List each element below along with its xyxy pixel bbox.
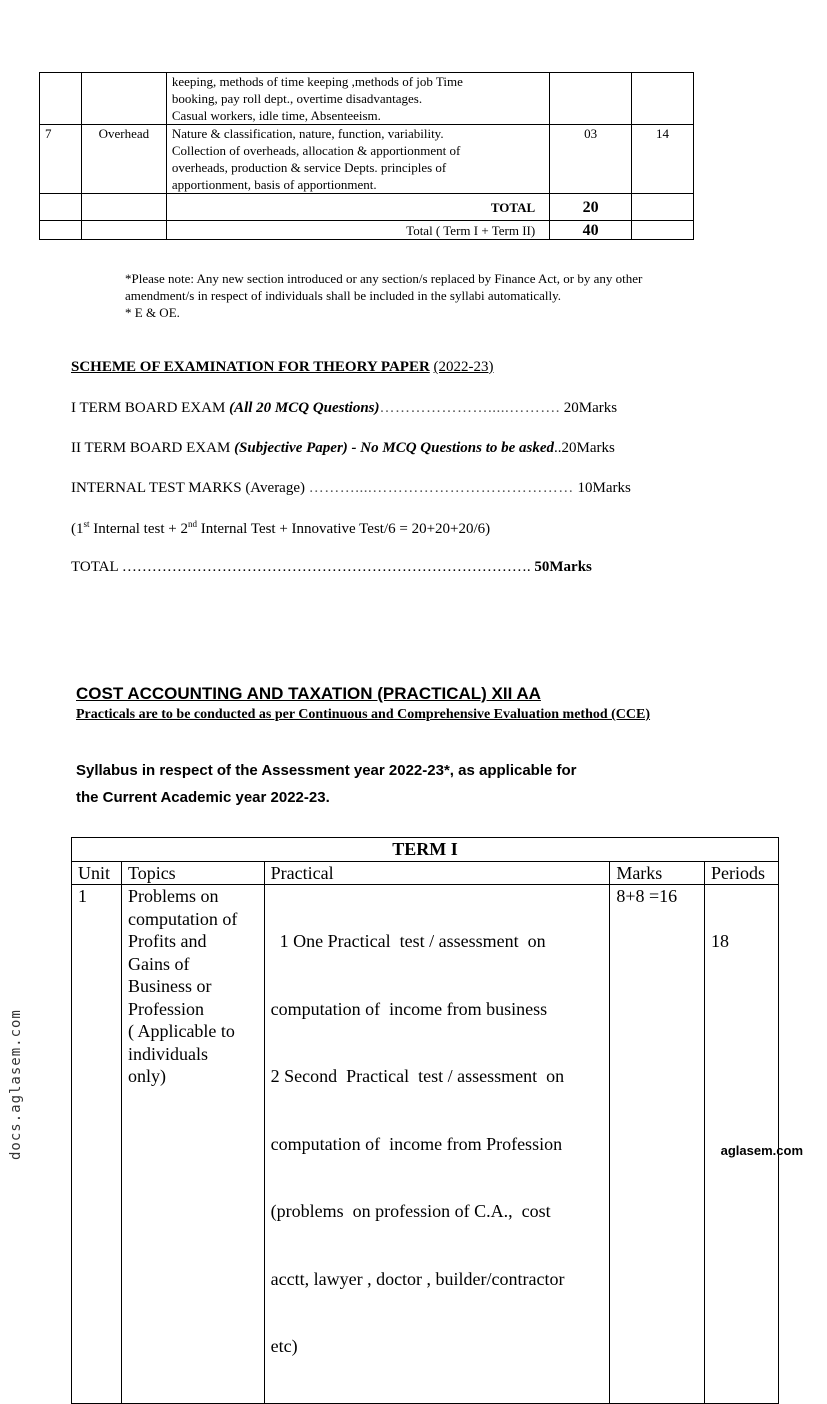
column-header: Marks xyxy=(610,861,705,885)
unit-name: Overhead xyxy=(81,125,166,194)
practical-subtitle: Practicals are to be conducted as per Continuous and Comprehensive Evaluation method (CCE) xyxy=(76,707,651,722)
note-line: * E & OE. xyxy=(125,305,180,320)
row-number xyxy=(40,73,82,125)
periods-cell xyxy=(632,73,694,125)
topics-cell: Problems on computation of Profits and Gains of Business or Profession ( Applicable to individuals only) xyxy=(121,885,264,1404)
practical-title: COST ACCOUNTING AND TAXATION (PRACTICAL) XII AA xyxy=(76,684,541,703)
syllabus-line: the Current Academic year 2022-23. xyxy=(76,789,330,806)
internal-formula-line: (1st Internal test + 2nd Internal Test + Innovative Test/6 = 20+20+20/6) xyxy=(71,519,491,537)
marks-cell: 8+8 =16 xyxy=(610,885,705,1404)
table-row xyxy=(40,125,694,194)
unit-cell: 1 xyxy=(72,885,122,1404)
scheme-heading: SCHEME OF EXAMINATION FOR THEORY PAPER (2022-23) xyxy=(71,359,494,375)
note-line: *Please note: Any new section introduced or any section/s replaced by Finance Act, or by any other xyxy=(125,271,643,286)
note-line: amendment/s in respect of individuals shall be included in the syllabi automatically. xyxy=(125,288,561,303)
grand-total-value: 40 xyxy=(550,221,632,240)
practical-cell: 1 One Practical test / assessment on computation of income from business 2 Second Practical test / assessment on computation of income from Profession (problems on profession of C.A., cost acctt, lawyer , doctor , builder/contractor etc) xyxy=(264,885,610,1404)
periods-cell: 18 xyxy=(705,885,779,1404)
syllabus-table-continued xyxy=(39,72,694,240)
header-row xyxy=(72,861,779,885)
table-row xyxy=(40,73,694,125)
topic-content: keeping, methods of time keeping ,methods of job Time booking, pay roll dept., overtime disadvantages. Casual workers, idle time, Absenteeism. xyxy=(166,73,549,125)
column-header: Topics xyxy=(121,861,264,885)
term-heading-row xyxy=(72,838,779,862)
term-table xyxy=(71,837,779,1404)
total-label: TOTAL xyxy=(166,194,549,221)
watermark-right: aglasem.com xyxy=(720,1143,803,1158)
total-row xyxy=(40,194,694,221)
marks-cell xyxy=(550,73,632,125)
term1-exam-line: I TERM BOARD EXAM (All 20 MCQ Questions)………………….....………. 20Marks xyxy=(71,400,618,416)
row-number: 7 xyxy=(40,125,82,194)
column-header: Unit xyxy=(72,861,122,885)
unit-name xyxy=(81,73,166,125)
grand-total-label: Total ( Term I + Term II) xyxy=(166,221,549,240)
grand-total-row xyxy=(40,221,694,240)
periods-cell: 14 xyxy=(632,125,694,194)
table-row xyxy=(72,885,779,1404)
term2-exam-line: II TERM BOARD EXAM (Subjective Paper) - No MCQ Questions to be asked..20Marks xyxy=(71,440,615,456)
term-heading: TERM I xyxy=(72,838,779,862)
notes xyxy=(125,270,765,321)
total-value: 20 xyxy=(550,194,632,221)
topic-content: Nature & classification, nature, function, variability. Collection of overheads, allocation & apportionment of overheads, production & service Depts. principles of apportionment, basis of apportionment. xyxy=(166,125,549,194)
internal-marks-line: INTERNAL TEST MARKS (Average) ………....………………………………… 10Marks xyxy=(71,480,631,496)
syllabus-line: Syllabus in respect of the Assessment year 2022-23*, as applicable for xyxy=(76,762,577,779)
watermark-left: docs.aglasem.com xyxy=(8,1009,24,1160)
column-header: Practical xyxy=(264,861,610,885)
scheme-total-line: TOTAL ………………………………………………………………………. 50Marks xyxy=(71,559,592,575)
column-header: Periods xyxy=(705,861,779,885)
marks-cell: 03 xyxy=(550,125,632,194)
